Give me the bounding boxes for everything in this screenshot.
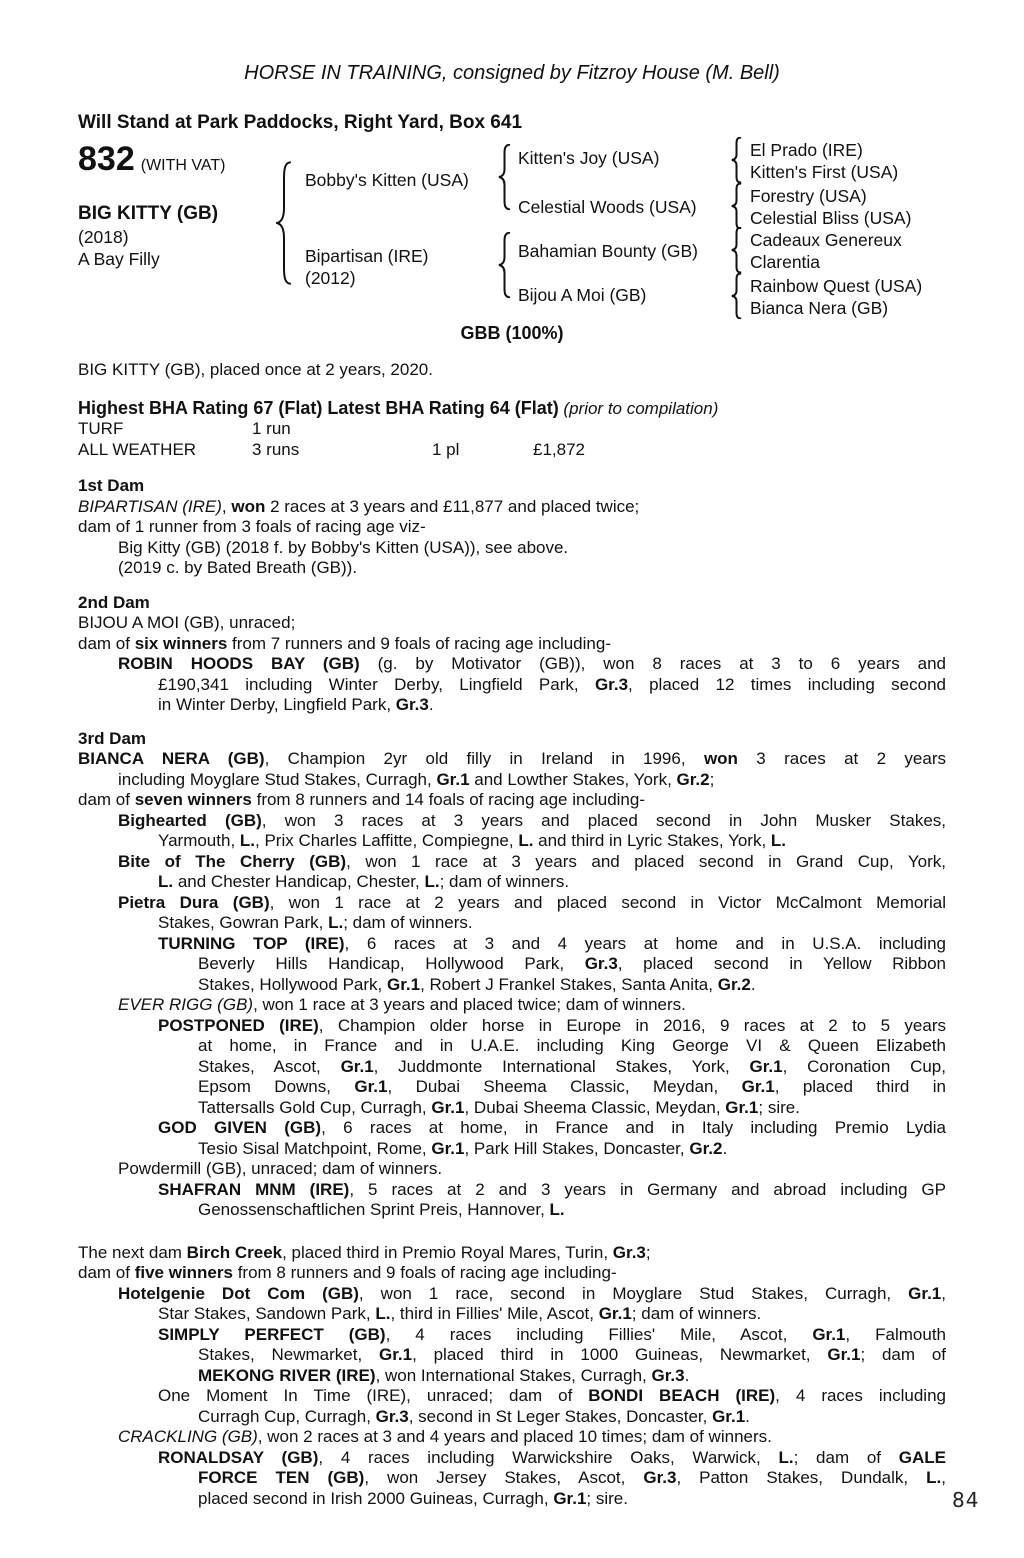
text-segment: Gr.2 [717,974,751,994]
catalog-line [78,1077,946,1098]
text-segment: 3 races at 2 years [737,749,946,768]
text-segment: , Falmouth [845,1324,946,1344]
horse-description: A Bay Filly [78,249,160,269]
text-segment: Big Kitty (GB) (2018 f. by Bobby's Kitten (USA)), see above. [118,537,569,557]
text-segment: , [221,496,232,516]
text-segment: , 4 races including Warwickshire Oaks, Warwick, [318,1447,779,1467]
dam-section [78,1243,946,1510]
text-segment: ; dam of winners. [439,872,570,891]
text-segment: Beverly Hills Handicap, Hollywood Park, [198,954,585,973]
pedigree-grandsire: Kitten's Joy (USA) [518,148,660,168]
text-segment: RONALDSAY (GB) [158,1447,319,1467]
text-segment: , [941,1468,946,1487]
catalog-line [78,497,946,518]
text-segment: L. [518,831,534,850]
text-segment: won [231,496,266,516]
text-segment: ; dam of [793,1447,899,1467]
text-segment: BIJOU A MOI (GB), unraced; [78,613,296,632]
catalog-line [78,675,946,696]
text-segment: from 7 runners and 9 foals of racing age including- [227,633,611,653]
dam-section [78,593,946,716]
bha-rating-values: Highest BHA Rating 67 (Flat) Latest BHA Rating 64 (Flat) [78,397,559,418]
text-segment: dam of [78,633,135,653]
text-segment: SIMPLY PERFECT (GB) [158,1324,386,1344]
text-segment: placed second in Irish 2000 Guineas, Curragh, [198,1488,554,1508]
text-segment: L. [375,1304,391,1323]
runs-value: 3 runs [252,439,300,459]
catalog-line [78,954,946,975]
text-segment: , won 1 race at 3 years and placed second in Grand Cup, York, [346,851,947,871]
lot-header [78,142,225,176]
catalog-line [78,1468,946,1489]
catalog-line [78,654,946,675]
pedigree-dam: Bipartisan (IRE) [305,246,429,266]
surface-label: TURF [78,419,124,438]
catalog-line [78,770,946,791]
text-segment: and Lowther Stakes, York, [469,769,677,789]
text-segment: Stakes, Gowran Park, [158,913,329,932]
text-segment: , placed third in Premio Royal Mares, Turin, [282,1242,613,1262]
catalog-line [78,695,946,716]
text-segment: L. [239,831,255,850]
catalog-line [78,1016,946,1037]
text-segment: Pietra Dura (GB) [118,892,270,912]
catalog-line [78,1263,946,1284]
horse-name: BIG KITTY (GB) [78,203,219,224]
catalog-line [78,790,946,811]
text-segment: Tesio Sisal Matchpoint, Rome, [198,1138,432,1158]
text-segment: , [941,1283,946,1303]
text-segment: BIANCA NERA (GB) [78,749,265,768]
text-segment: from 8 runners and 9 foals of racing age including- [232,1263,617,1282]
text-segment: , third in Fillies' Mile, Ascot, [390,1304,599,1323]
text-segment: ; dam of winners. [631,1304,762,1323]
text-segment: Gr.1 [712,1406,746,1426]
text-segment: . [684,1365,690,1385]
catalog-line [78,1200,946,1221]
catalog-line [78,1386,946,1407]
section-heading: 1st Dam [78,476,145,495]
text-segment: , Champion 2yr old filly in Ireland in 1996, [264,749,704,768]
text-segment: Gr.1 [725,1097,759,1117]
text-segment: L. [770,831,787,850]
text-segment: , Coronation Cup, [782,1056,946,1076]
text-segment: , placed third in 1000 Guineas, Newmarket, [412,1345,828,1364]
brace-icon [498,232,511,298]
pedigree-grandsire: Bahamian Bounty (GB) [518,241,698,261]
text-segment: GALE [898,1447,946,1467]
section-heading: 3rd Dam [78,728,147,748]
text-segment: six winners [134,633,228,653]
catalog-line [78,613,946,634]
catalog-line [78,1448,946,1469]
catalog-line [78,1118,946,1139]
catalog-line [78,1180,946,1201]
catalog-line [78,634,946,655]
text-segment: L. [549,1200,565,1219]
text-segment: Gr.2 [689,1138,723,1158]
text-segment: CRACKLING (GB) [118,1427,258,1446]
surface-label: ALL WEATHER [78,439,197,459]
horse-foaled-year: (2018) [78,227,129,247]
text-segment: at home, in France and in U.A.E. including King George VI & Queen Elizabeth [198,1036,946,1055]
text-segment: ; dam of winners. [343,913,473,932]
text-segment: Gr.3 [584,954,618,973]
catalog-line [78,1304,946,1325]
text-segment: , Dubai Sheema Classic, Meydan, [464,1097,726,1117]
lot-number: 832 [78,140,135,178]
text-segment: seven winners [134,790,252,809]
text-segment: , won 2 races at 3 and 4 years and placed 10 times; dam of winners. [257,1427,772,1446]
text-segment: The next dam [78,1242,187,1262]
text-segment: , won 3 races at 3 years and placed second in John Musker Stakes, [261,810,946,830]
text-segment: five winners [134,1263,233,1282]
text-segment: Gr.1 [431,1138,465,1158]
pedigree-great-grandparent: Rainbow Quest (USA) [750,276,923,296]
catalog-line [78,558,946,579]
text-segment: ; sire. [586,1488,628,1508]
text-segment: One Moment In Time (IRE), unraced; dam of [158,1386,589,1405]
text-segment: including Moyglare Stud Stakes, Curragh, [118,769,437,789]
text-segment: dam of [78,790,135,809]
text-segment: (g. by Motivator (GB)), won 8 races at 3 to 6 years and [359,654,946,673]
text-segment: Gr.1 [553,1488,587,1508]
text-segment: , won 1 race, second in Moyglare Stud Stakes, Curragh, [358,1283,909,1303]
catalog-line [78,1345,946,1366]
text-segment: , 6 races at home, in France and in Italy including Premio Lydia [321,1118,946,1137]
text-segment: ; [709,769,715,789]
race-summary: BIG KITTY (GB), placed once at 2 years, 2020. [78,360,433,379]
catalog-line [78,831,946,852]
text-segment: from 8 runners and 14 foals of racing age including- [251,790,645,809]
brace-icon [731,137,742,183]
text-segment: and third in Lyric Stakes, York, [533,831,771,850]
text-segment: Powdermill (GB), unraced; dam of winners. [118,1159,443,1178]
text-segment: GOD GIVEN (GB) [158,1118,322,1137]
brace-icon [498,144,511,210]
race-record-row [78,419,946,440]
catalog-line [78,852,946,873]
text-segment: Gr.1 [741,1077,775,1096]
catalog-line [78,1243,946,1264]
catalog-line [78,811,946,832]
text-segment: Yarmouth, [158,831,240,850]
text-segment: MEKONG RIVER (IRE) [198,1365,376,1385]
text-segment: Gr.1 [340,1056,374,1076]
catalog-line [78,872,946,893]
places-value: 1 pl [432,439,460,459]
catalog-line [78,1407,946,1428]
text-segment: Curragh Cup, Curragh, [198,1406,376,1426]
race-record-row [78,440,946,461]
text-segment: SHAFRAN MNM (IRE) [158,1179,350,1199]
text-segment: , Park Hill Stakes, Doncaster, [464,1138,690,1158]
text-segment: L. [328,913,344,932]
rating-note: (prior to compilation) [558,398,719,418]
text-segment: . [750,974,756,994]
text-segment: £190,341 including Winter Derby, Lingfield Park, [158,674,595,694]
text-segment: Genossenschaftlichen Sprint Preis, Hannover, [198,1200,550,1219]
page-number: 84 [952,1488,980,1512]
text-segment: Epsom Downs, [198,1077,355,1096]
stand-location-line: Will Stand at Park Paddocks, Right Yard, Box 641 [78,112,523,133]
text-segment: Gr.1 [354,1077,388,1096]
catalog-line [78,913,946,934]
brace-icon [731,227,742,273]
pedigree-granddam: Celestial Woods (USA) [518,197,697,217]
text-segment: , Champion older horse in Europe in 2016, 9 races at 2 to 5 years [318,1015,946,1035]
text-segment: and Chester Handicap, Chester, [173,872,425,891]
text-segment: 2 races at 3 years and £11,877 and placed twice; [265,496,640,516]
text-segment: dam of [78,1263,135,1282]
text-segment: , Dubai Sheema Classic, Meydan, [387,1077,742,1096]
text-segment: FORCE TEN (GB) [198,1468,365,1487]
text-segment: ; sire. [758,1097,800,1117]
catalog-line [78,1036,946,1057]
pedigree-sire: Bobby's Kitten (USA) [305,170,469,190]
text-segment: BIPARTISAN (IRE) [78,496,222,516]
catalog-line [78,1098,946,1119]
page-title: HORSE IN TRAINING, consigned by Fitzroy House (M. Bell) [244,62,780,84]
text-segment: , won International Stakes, Curragh, [375,1365,652,1385]
text-segment: won [703,749,738,768]
pedigree-great-grandparent: El Prado (IRE) [750,140,863,160]
text-segment: L. [778,1447,794,1467]
text-segment: dam of 1 runner from 3 foals of racing age viz- [78,517,426,536]
text-segment: . [722,1138,728,1158]
text-segment: , Robert J Frankel Stakes, Santa Anita, [420,974,718,994]
text-segment: , placed third in [774,1077,946,1096]
scheme-badge: GBB (100%) [460,323,564,343]
text-segment: . [745,1406,750,1426]
text-segment: , 4 races including [775,1386,946,1405]
catalog-line [78,538,946,559]
text-segment: Gr.3 [375,1406,409,1426]
pedigree-great-grandparent: Clarentia [750,252,821,272]
text-segment: Gr.1 [598,1304,632,1323]
text-segment: Gr.2 [676,769,710,789]
brace-icon [731,273,742,319]
text-segment: , 4 races including Fillies' Mile, Ascot, [385,1324,813,1344]
dam-section [78,729,946,1221]
text-segment: (2019 c. by Bated Breath (GB)). [118,558,358,577]
catalog-line [78,1139,946,1160]
text-segment: Stakes, Newmarket, [198,1345,379,1364]
text-segment: Gr.3 [651,1365,685,1385]
text-segment: Bite of The Cherry (GB) [118,851,347,871]
text-segment: Gr.1 [827,1345,861,1364]
catalog-line [78,1057,946,1078]
text-segment: Gr.3 [395,695,429,714]
catalog-line [78,1427,946,1448]
text-segment: Stakes, Ascot, [198,1056,341,1076]
pedigree-diagram [0,134,1024,320]
text-segment: , won 1 race at 2 years and placed second in Victor McCalmont Memorial [269,892,946,912]
text-segment: Gr.3 [594,674,629,694]
pedigree-great-grandparent: Cadeaux Genereux [750,230,902,250]
text-segment: , Patton Stakes, Dundalk, [676,1468,927,1487]
text-segment: . [428,695,434,714]
text-segment: POSTPONED (IRE) [158,1015,319,1035]
text-segment: Tattersalls Gold Cup, Curragh, [198,1097,432,1117]
runs-value: 1 run [252,419,291,438]
text-segment: Gr.1 [749,1056,783,1076]
text-segment: Gr.1 [378,1345,413,1364]
text-segment: Hotelgenie Dot Com (GB) [118,1283,359,1303]
catalog-line [78,517,946,538]
text-segment: Gr.1 [812,1324,846,1344]
dam-sections [78,476,946,1509]
catalog-line [78,995,946,1016]
pedigree-great-grandparent: Forestry (USA) [750,186,867,206]
text-segment: L. [926,1468,942,1487]
catalog-line [78,1366,946,1387]
catalog-line [78,893,946,914]
text-segment: , 5 races at 2 and 3 years in Germany and abroad including GP [349,1179,946,1199]
text-segment: ROBIN HOODS BAY (GB) [118,654,360,673]
catalog-line [78,1159,946,1180]
text-segment: EVER RIGG (GB) [118,995,254,1014]
text-segment: , placed second in Yellow Ribbon [617,954,946,973]
catalog-line [78,1325,946,1346]
text-segment: , Prix Charles Laffitte, Compiegne, [255,831,519,850]
text-segment: in Winter Derby, Lingfield Park, [158,695,396,714]
text-segment: ; [645,1242,651,1262]
text-segment: Gr.1 [431,1097,465,1117]
text-segment: ; dam of [860,1345,947,1364]
pedigree-dam-year: (2012) [305,268,356,288]
section-heading: 2nd Dam [78,592,150,612]
text-segment: L. [424,872,440,891]
pedigree-great-grandparent: Celestial Bliss (USA) [750,208,912,228]
text-segment: BONDI BEACH (IRE) [588,1386,776,1405]
text-segment: Gr.3 [643,1468,677,1487]
text-segment: , won 1 race at 3 years and placed twice; dam of winners. [253,995,686,1014]
catalog-line [78,1489,946,1510]
brace-icon [731,183,742,229]
text-segment: , Juddmonte International Stakes, York, [373,1056,750,1076]
text-segment: Stakes, Hollywood Park, [198,974,387,994]
vat-note: (WITH VAT) [140,157,226,174]
text-segment: Gr.1 [908,1283,942,1303]
earnings-value: £1,872 [533,439,585,459]
text-segment: , won Jersey Stakes, Ascot, [364,1468,644,1487]
text-segment: , second in St Leger Stakes, Doncaster, [408,1406,713,1426]
catalog-line [78,934,946,955]
text-segment: Gr.1 [386,974,421,994]
text-segment: Birch Creek [186,1242,283,1262]
catalog-line [78,975,946,996]
brace-icon [276,161,292,285]
bha-rating-line [78,398,946,420]
text-segment: Star Stakes, Sandown Park, [158,1304,376,1323]
dam-section [78,476,946,579]
text-segment: , 6 races at 3 and 4 years at home and in U.S.A. including [344,933,946,953]
pedigree-great-grandparent: Bianca Nera (GB) [750,298,889,318]
text-segment: , placed 12 times including second [628,674,946,694]
text-segment: TURNING TOP (IRE) [158,933,345,953]
pedigree-great-grandparent: Kitten's First (USA) [750,162,899,182]
text-segment: Bighearted (GB) [118,810,262,830]
catalog-line [78,1284,946,1305]
text-segment: Gr.3 [612,1242,646,1262]
text-segment: L. [158,872,174,891]
catalog-line [78,749,946,770]
text-segment: Gr.1 [436,769,470,789]
pedigree-granddam: Bijou A Moi (GB) [518,285,647,305]
